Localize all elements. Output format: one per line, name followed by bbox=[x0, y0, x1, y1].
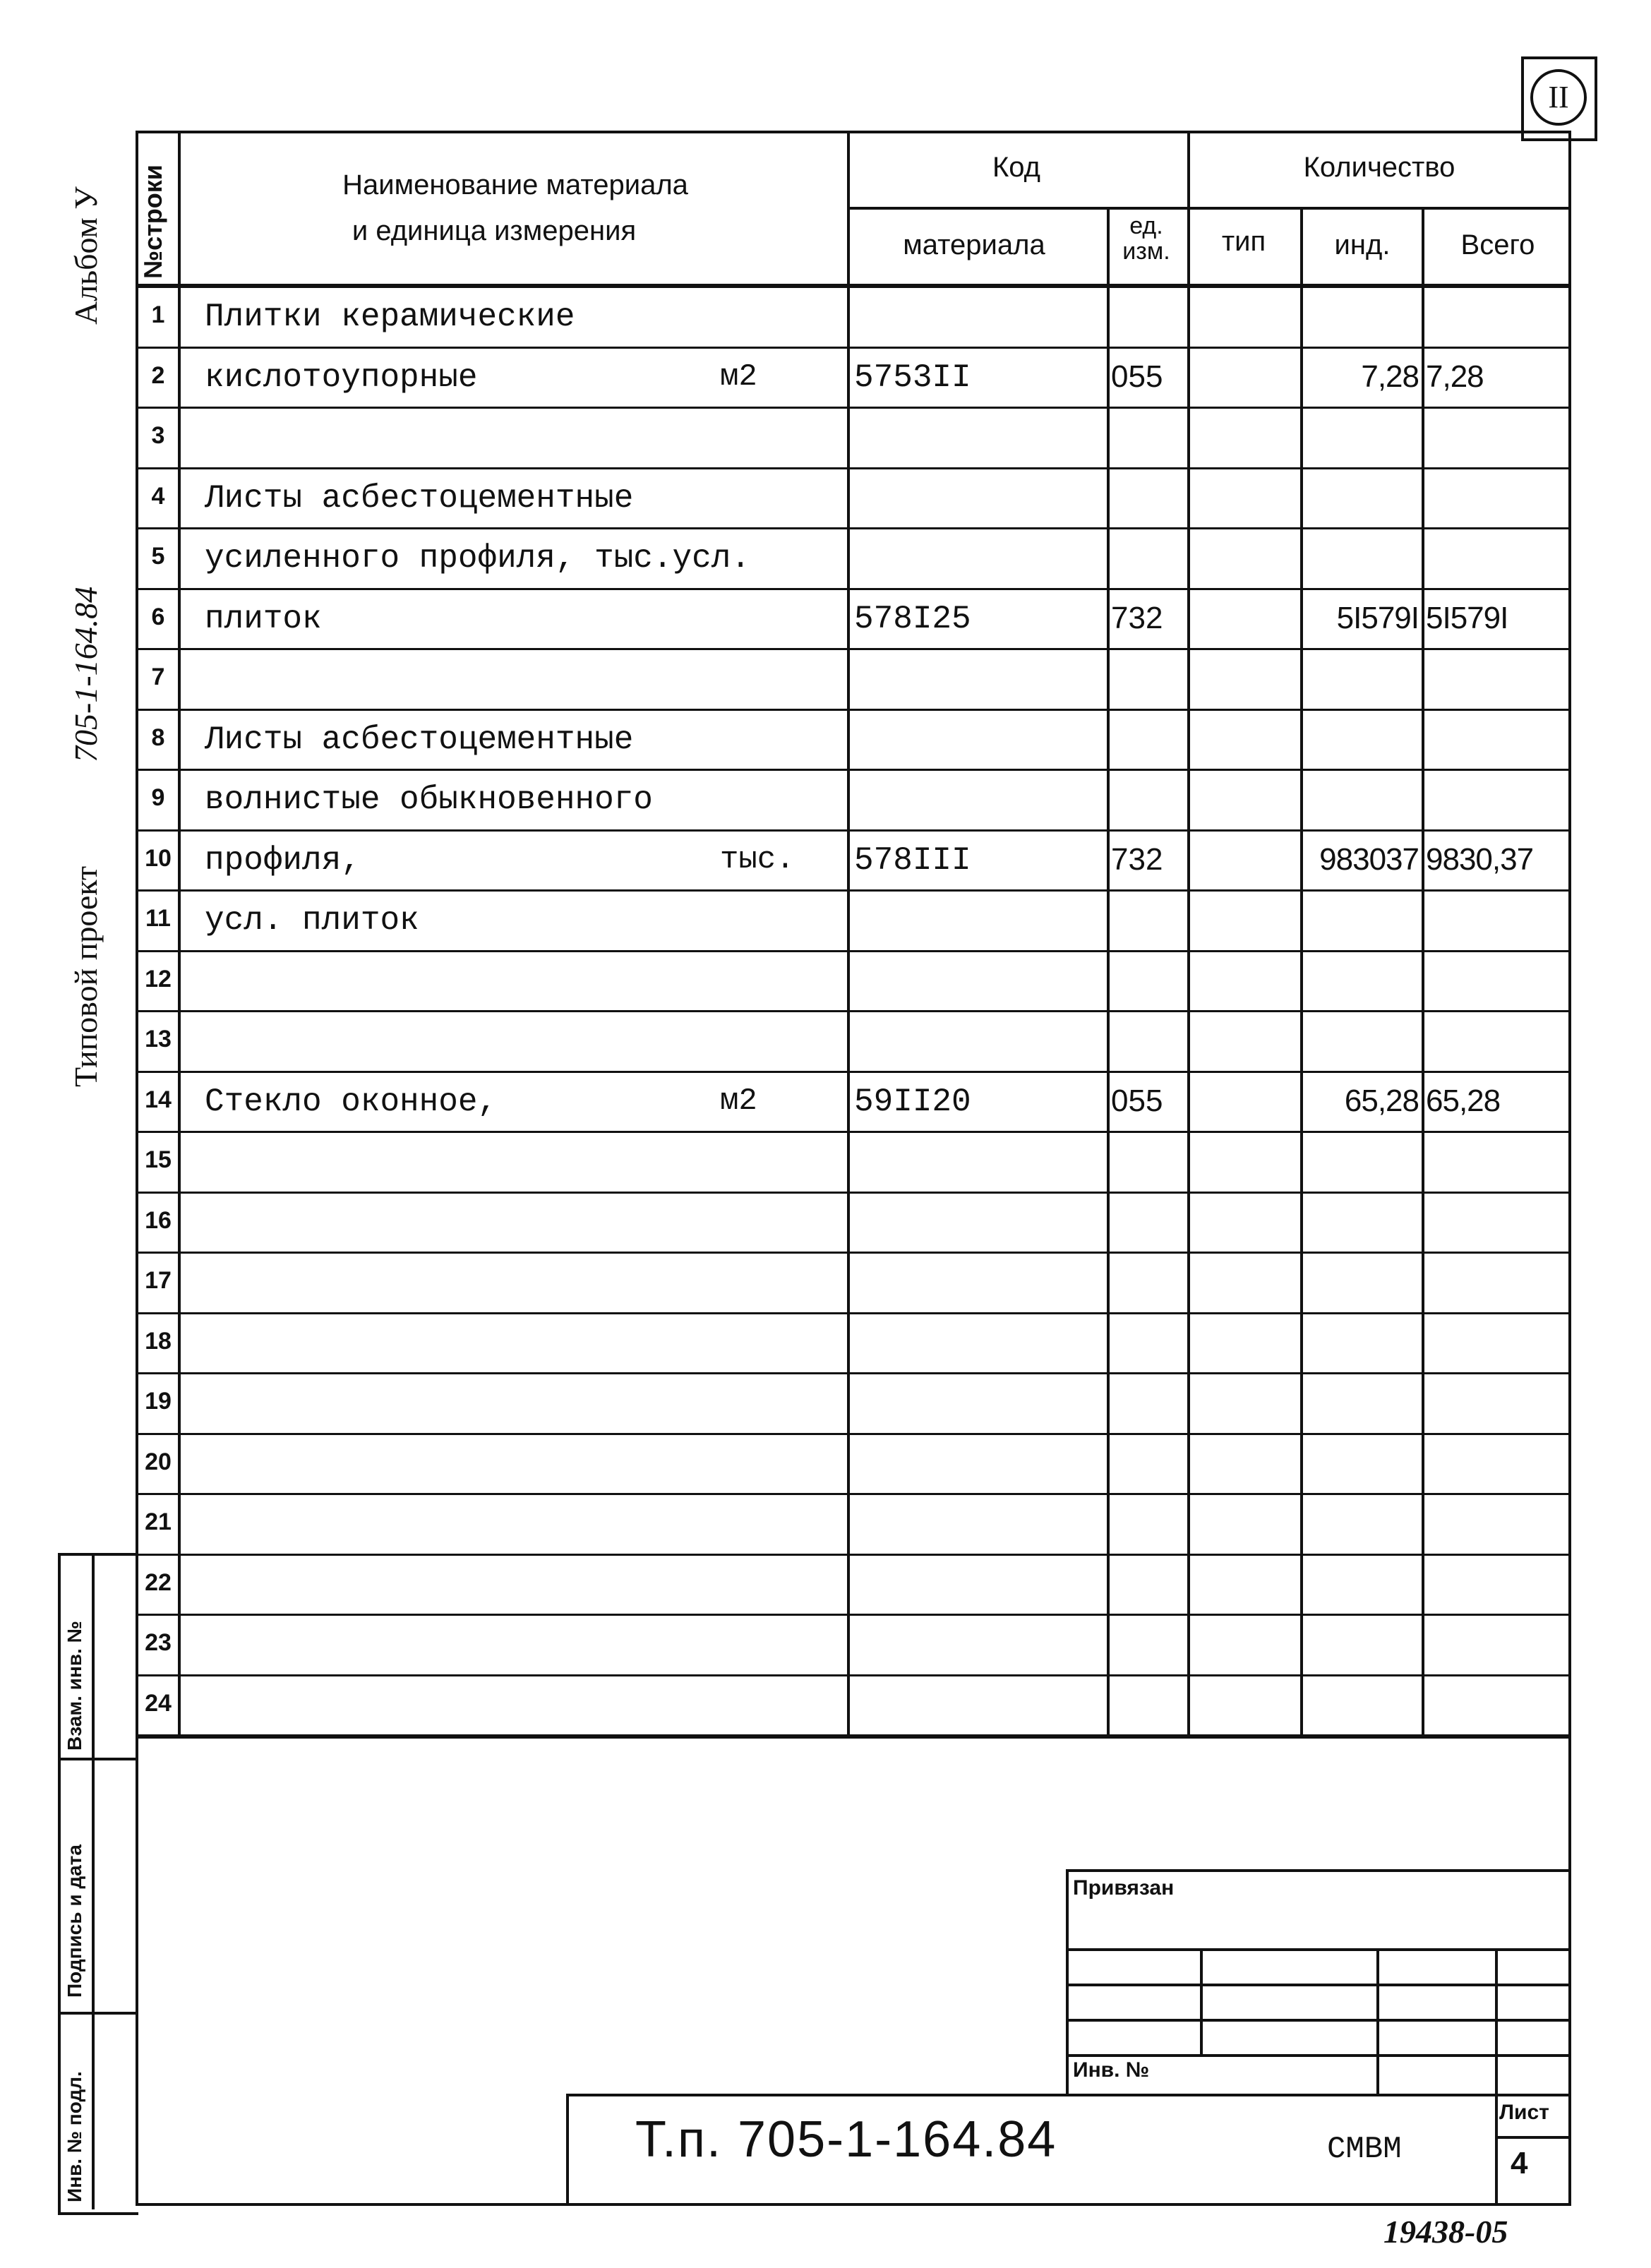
row-divider bbox=[136, 467, 1571, 469]
material-name: Листы асбестоцементные bbox=[205, 480, 634, 517]
side-typical-project: Типовой проект bbox=[68, 865, 104, 1087]
row-number: 20 bbox=[145, 1448, 172, 1475]
row-divider bbox=[136, 527, 1571, 529]
row-divider bbox=[136, 829, 1571, 832]
row-divider bbox=[136, 347, 1571, 349]
row-divider bbox=[136, 1252, 1571, 1254]
header-quantity: Количество bbox=[1303, 152, 1455, 183]
document-mark: СМВМ bbox=[1327, 2132, 1402, 2167]
row-number: 1 bbox=[151, 301, 165, 328]
unit-code: 055 bbox=[1111, 1084, 1163, 1118]
row-divider bbox=[136, 1372, 1571, 1374]
row-divider bbox=[136, 1312, 1571, 1314]
material-unit: тыс. bbox=[720, 842, 795, 877]
qty-ind: 65,28 bbox=[1344, 1084, 1419, 1118]
side-stamp-signature-date: Подпись и дата bbox=[64, 1844, 85, 1998]
row-divider bbox=[136, 407, 1571, 409]
column-divider bbox=[1300, 207, 1303, 1734]
sheet-badge-text: II bbox=[1548, 80, 1569, 114]
side-stamp-divider bbox=[58, 1758, 136, 1760]
material-code: 5753II bbox=[854, 359, 971, 396]
row-divider bbox=[136, 1071, 1571, 1073]
row-divider bbox=[136, 769, 1571, 771]
row-number: 2 bbox=[151, 362, 165, 389]
row-number: 17 bbox=[145, 1267, 172, 1294]
side-stamp-replace-inv: Взам. инв. № bbox=[64, 1621, 85, 1751]
footer-number: 19438-05 bbox=[1383, 2214, 1508, 2250]
material-code: 59II20 bbox=[854, 1084, 971, 1120]
row-divider bbox=[136, 950, 1571, 952]
material-code: 578III bbox=[854, 842, 971, 879]
row-divider bbox=[136, 1131, 1571, 1133]
row-number: 9 bbox=[151, 784, 165, 811]
unit-code: 055 bbox=[1111, 359, 1163, 394]
row-divider bbox=[136, 1554, 1571, 1556]
row-number: 16 bbox=[145, 1207, 172, 1234]
row-divider bbox=[136, 1192, 1571, 1194]
unit-code: 732 bbox=[1111, 842, 1163, 877]
material-name: волнистые обыкновенного bbox=[205, 781, 653, 818]
qty-total: 9830,37 bbox=[1426, 842, 1534, 877]
row-divider bbox=[136, 1493, 1571, 1495]
header-code-material: материала bbox=[903, 229, 1045, 260]
qty-total: 65,28 bbox=[1426, 1084, 1501, 1118]
header-name-line1: Наименование материала bbox=[342, 169, 688, 200]
row-divider bbox=[136, 648, 1571, 650]
row-number: 24 bbox=[145, 1690, 172, 1717]
sheet-label: Лист bbox=[1499, 2101, 1549, 2124]
material-code: 578I25 bbox=[854, 601, 971, 637]
header-row-number: №строки bbox=[138, 164, 167, 279]
row-divider bbox=[136, 1734, 1571, 1739]
row-number: 5 bbox=[151, 543, 165, 570]
row-number: 6 bbox=[151, 604, 165, 630]
material-unit: м2 bbox=[720, 1084, 757, 1119]
row-number: 18 bbox=[145, 1328, 172, 1355]
row-divider bbox=[136, 1433, 1571, 1435]
material-name: кислотоупорные bbox=[205, 359, 478, 396]
row-divider bbox=[136, 709, 1571, 711]
row-number: 21 bbox=[145, 1508, 172, 1535]
header-code: Код bbox=[992, 152, 1040, 183]
header-qty-total: Всего bbox=[1460, 229, 1535, 260]
row-number: 13 bbox=[145, 1026, 172, 1052]
row-number: 23 bbox=[145, 1629, 172, 1656]
row-divider bbox=[136, 588, 1571, 590]
side-stamp-original-inv: Инв. № подл. bbox=[64, 2071, 85, 2202]
side-stamp-divider bbox=[92, 1553, 95, 2209]
qty-total: 7,28 bbox=[1426, 359, 1484, 394]
header-qty-ind: инд. bbox=[1334, 229, 1391, 260]
row-number: 12 bbox=[145, 966, 172, 992]
row-number: 14 bbox=[145, 1086, 172, 1113]
sheet-number: 4 bbox=[1511, 2146, 1528, 2180]
row-divider bbox=[136, 889, 1571, 892]
row-number: 10 bbox=[145, 845, 172, 872]
material-name: Стекло оконное, bbox=[205, 1084, 498, 1120]
column-divider bbox=[1107, 207, 1110, 1734]
document-frame bbox=[136, 131, 1571, 2206]
header-qty-type: тип bbox=[1221, 226, 1266, 257]
row-number: 7 bbox=[151, 664, 165, 690]
privyazan-label: Привязан bbox=[1073, 1876, 1175, 1900]
row-number: 22 bbox=[145, 1569, 172, 1596]
header-code-unit: ед. изм. bbox=[1122, 212, 1170, 265]
sheet-badge-circle bbox=[1530, 69, 1587, 126]
document-code: Т.п. 705-1-164.84 bbox=[635, 2111, 1057, 2168]
row-divider bbox=[136, 1614, 1571, 1616]
side-album: Альбом У bbox=[68, 186, 104, 325]
row-number: 4 bbox=[151, 483, 165, 510]
row-number: 8 bbox=[151, 724, 165, 751]
material-name: Листы асбестоцементные bbox=[205, 721, 634, 758]
row-number: 3 bbox=[151, 422, 165, 449]
material-name: Плитки керамические bbox=[205, 299, 575, 335]
row-divider bbox=[136, 1674, 1571, 1676]
row-divider bbox=[136, 1010, 1571, 1012]
qty-ind: 5I579I bbox=[1336, 601, 1419, 635]
material-name: усиленного профиля, тыс.усл. bbox=[205, 540, 750, 577]
qty-total: 5I579I bbox=[1426, 601, 1508, 635]
header-name-line2: и единица измерения bbox=[352, 215, 637, 246]
row-number: 11 bbox=[145, 905, 171, 932]
material-name: усл. плиток bbox=[205, 902, 419, 939]
inv-no-label: Инв. № bbox=[1073, 2058, 1150, 2082]
side-stamp-divider bbox=[58, 2012, 136, 2015]
unit-code: 732 bbox=[1111, 601, 1163, 635]
qty-ind: 983037 bbox=[1319, 842, 1419, 877]
row-number: 19 bbox=[145, 1388, 172, 1415]
column-divider bbox=[1422, 207, 1424, 1734]
qty-ind: 7,28 bbox=[1361, 359, 1419, 394]
material-unit: м2 bbox=[720, 359, 757, 395]
row-number: 15 bbox=[145, 1146, 172, 1173]
material-name: профиля, bbox=[205, 842, 361, 879]
material-name: плиток bbox=[205, 601, 322, 637]
side-project-number: 705-1-164.84 bbox=[68, 586, 104, 762]
